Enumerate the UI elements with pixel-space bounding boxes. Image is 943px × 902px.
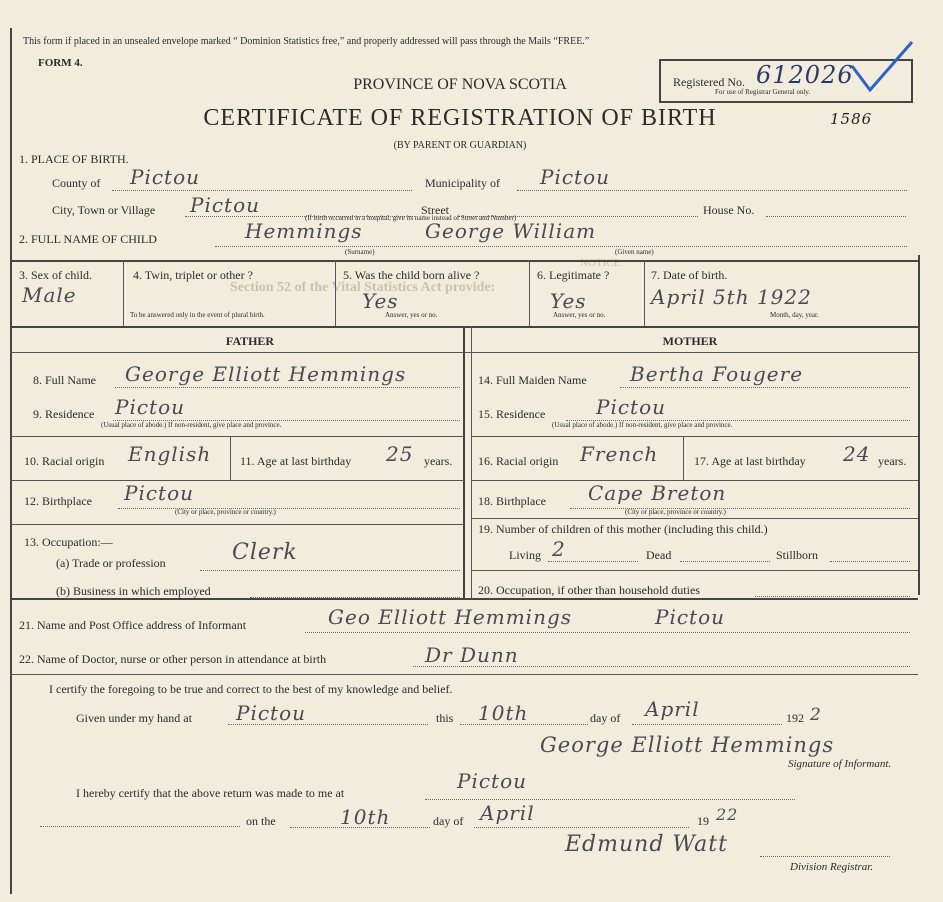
county-value: Pictou bbox=[130, 165, 201, 189]
father-abode-note: (Usual place of abode.) If non-resident, give place and province. bbox=[101, 421, 282, 429]
registrar-signature: Edmund Watt bbox=[565, 832, 728, 857]
registrar-month-line bbox=[474, 827, 689, 828]
trade-line bbox=[200, 570, 460, 571]
mother-years-label: years. bbox=[878, 454, 907, 468]
registrar-day-of-label: day of bbox=[433, 814, 464, 828]
sex-label: 3. Sex of child. bbox=[19, 268, 92, 282]
mother-heading: MOTHER bbox=[662, 334, 718, 348]
form-number: FORM 4. bbox=[38, 57, 83, 69]
mother-racial-value: French bbox=[580, 442, 659, 466]
doctor-name: Dr Dunn bbox=[425, 643, 519, 667]
alive-value: Yes bbox=[362, 289, 399, 313]
child-given-name: George William bbox=[425, 219, 597, 243]
rule-top-row bbox=[10, 260, 918, 262]
hospital-note: (If birth occurred in a hospital, give its name instead of Street and Number) bbox=[305, 214, 517, 222]
mother-racial-label: 16. Racial origin bbox=[478, 454, 559, 468]
mother-name-line bbox=[620, 387, 910, 388]
child-name-line bbox=[215, 246, 907, 247]
occupation-label: 13. Occupation:— bbox=[24, 535, 113, 549]
informant-line bbox=[305, 632, 910, 633]
mother-residence-label: 15. Residence bbox=[478, 407, 546, 421]
given-place: Pictou bbox=[236, 701, 307, 725]
registrar-year: 22 bbox=[716, 805, 739, 824]
mother-occupation-line bbox=[755, 596, 910, 597]
divider bbox=[230, 436, 231, 480]
father-racial-value: English bbox=[128, 442, 212, 466]
legit-label: 6. Legitimate ? bbox=[537, 268, 610, 282]
mother-abode-note: (Usual place of abode.) If non-resident, give place and province. bbox=[552, 421, 733, 429]
registrar-statement: I hereby certify that the above return was made to me at bbox=[76, 786, 345, 800]
certification-statement: I certify the foregoing to be true and correct to the best of my knowledge and belief. bbox=[49, 682, 453, 696]
mother-age-label: 17. Age at last birthday bbox=[694, 454, 806, 468]
divider bbox=[644, 260, 645, 326]
divider bbox=[683, 436, 684, 480]
father-name-label: 8. Full Name bbox=[33, 373, 96, 387]
registered-number: 612026 bbox=[756, 61, 854, 89]
father-birthplace-label: 12. Birthplace bbox=[24, 494, 92, 508]
alive-label: 5. Was the child born alive ? bbox=[343, 268, 480, 282]
father-heading: FATHER bbox=[225, 334, 275, 348]
father-residence-value: Pictou bbox=[115, 395, 186, 419]
child-name-label: 2. FULL NAME OF CHILD bbox=[19, 232, 157, 246]
province-heading: PROVINCE OF NOVA SCOTIA bbox=[353, 76, 567, 93]
given-caption: (Given name) bbox=[615, 248, 654, 256]
county-line bbox=[112, 190, 412, 191]
municipality-line bbox=[517, 190, 907, 191]
father-racial-label: 10. Racial origin bbox=[24, 454, 105, 468]
stillborn-label: Stillborn bbox=[776, 548, 819, 562]
left-border bbox=[10, 28, 12, 894]
bg-notice-title: NOTICE bbox=[580, 257, 621, 269]
father-birthplace-value: Pictou bbox=[124, 481, 195, 505]
rule bbox=[10, 524, 464, 525]
registrar-month: April bbox=[480, 801, 535, 825]
mother-bp-note: (City or place, province or country.) bbox=[625, 508, 726, 516]
month-line bbox=[632, 724, 782, 725]
registered-note: For use of Registrar General only. bbox=[715, 88, 811, 96]
house-label: House No. bbox=[703, 203, 755, 217]
living-line bbox=[548, 561, 638, 562]
city-value: Pictou bbox=[190, 193, 261, 217]
informant-name: Geo Elliott Hemmings bbox=[328, 605, 573, 629]
certification-year: 2 bbox=[810, 705, 822, 725]
mother-occupation-label: 20. Occupation, if other than household duties bbox=[478, 583, 700, 597]
children-label: 19. Number of children of this mother (including this child.) bbox=[478, 522, 768, 536]
divider bbox=[335, 260, 336, 326]
stillborn-line bbox=[830, 561, 910, 562]
certification-day: 10th bbox=[478, 701, 529, 725]
mother-name-label: 14. Full Maiden Name bbox=[478, 373, 587, 387]
registrar-signature-line bbox=[760, 856, 890, 857]
trade-value: Clerk bbox=[232, 540, 298, 565]
twin-note: To be answered only in the event of plural birth. bbox=[130, 311, 265, 319]
rule bbox=[471, 436, 918, 437]
document-title: CERTIFICATE OF REGISTRATION OF BIRTH bbox=[203, 105, 717, 131]
corner-number: 1586 bbox=[830, 110, 873, 128]
registrar-place: Pictou bbox=[457, 769, 528, 793]
rule bbox=[471, 518, 918, 519]
divider bbox=[529, 260, 530, 326]
dead-label: Dead bbox=[646, 548, 672, 562]
registrar-signature-caption: Division Registrar. bbox=[790, 861, 874, 873]
mother-name-value: Bertha Fougere bbox=[630, 362, 804, 386]
legit-note: Answer, yes or no. bbox=[553, 311, 606, 319]
blue-checkmark-icon bbox=[848, 38, 918, 104]
mother-birthplace-label: 18. Birthplace bbox=[478, 494, 546, 508]
twin-label: 4. Twin, triplet or other ? bbox=[133, 268, 253, 282]
father-age-value: 25 bbox=[386, 442, 414, 466]
house-line bbox=[766, 216, 906, 217]
child-surname: Hemmings bbox=[245, 219, 363, 243]
day-of-label: day of bbox=[590, 711, 621, 725]
center-divider bbox=[463, 326, 465, 598]
registrar-place-line bbox=[425, 799, 795, 800]
father-birthplace-line bbox=[118, 508, 460, 509]
rule-before-certification bbox=[10, 674, 918, 675]
father-age-label: 11. Age at last birthday bbox=[240, 454, 352, 468]
trade-label: (a) Trade or profession bbox=[56, 556, 166, 570]
registered-label: Registered No. bbox=[673, 75, 745, 89]
doctor-label: 22. Name of Doctor, nurse or other person in attendance at birth bbox=[19, 652, 327, 666]
father-name-line bbox=[115, 387, 460, 388]
alive-note: Answer, yes or no. bbox=[385, 311, 438, 319]
father-years-label: years. bbox=[424, 454, 453, 468]
place-of-birth-heading: 1. PLACE OF BIRTH. bbox=[19, 152, 129, 166]
father-residence-label: 9. Residence bbox=[33, 407, 95, 421]
informant-signature-caption: Signature of Informant. bbox=[788, 758, 892, 770]
rule bbox=[471, 570, 918, 571]
mother-birthplace-line bbox=[570, 508, 910, 509]
dead-line bbox=[680, 561, 770, 562]
father-bp-note: (City or place, province or country.) bbox=[175, 508, 276, 516]
birth-date-note: Month, day, year. bbox=[770, 311, 819, 319]
on-the-label: on the bbox=[246, 814, 276, 828]
certification-month: April bbox=[645, 697, 700, 721]
informant-address: Pictou bbox=[655, 605, 726, 629]
rule bbox=[10, 480, 464, 481]
document-subtitle: (BY PARENT OR GUARDIAN) bbox=[393, 140, 527, 151]
legit-value: Yes bbox=[550, 289, 587, 313]
birth-date-value: April 5th 1922 bbox=[651, 285, 812, 309]
rule bbox=[10, 436, 464, 437]
surname-caption: (Surname) bbox=[345, 248, 375, 256]
right-border bbox=[918, 255, 920, 595]
informant-signature: George Elliott Hemmings bbox=[540, 733, 835, 757]
county-label: County of bbox=[52, 176, 101, 190]
birth-date-label: 7. Date of birth. bbox=[651, 268, 728, 282]
municipality-value: Pictou bbox=[540, 165, 611, 189]
informant-label: 21. Name and Post Office address of Informant bbox=[19, 618, 247, 632]
living-label: Living bbox=[509, 548, 541, 562]
father-name-value: George Elliott Hemmings bbox=[125, 362, 407, 386]
city-label: City, Town or Village bbox=[52, 203, 156, 217]
mother-residence-value: Pictou bbox=[596, 395, 667, 419]
bg-notice-text: Section 52 of the Vital Statistics Act provide: bbox=[230, 280, 496, 295]
living-value: 2 bbox=[552, 537, 566, 561]
registrar-year-prefix: 19 bbox=[697, 814, 709, 828]
center-divider-inner bbox=[471, 326, 472, 598]
mail-notice: This form if placed in an unsealed envelope marked “ Dominion Statistics free,” and properly addressed will pass through the Mails “FREE.” bbox=[23, 36, 590, 47]
this-label: this bbox=[436, 711, 454, 725]
rule-after-parents bbox=[10, 598, 918, 600]
municipality-label: Municipality of bbox=[425, 176, 500, 190]
registrar-lead-line bbox=[40, 826, 240, 827]
given-label: Given under my hand at bbox=[76, 711, 192, 725]
street-label: Street bbox=[421, 203, 449, 217]
sex-value: Male bbox=[22, 283, 77, 307]
year-prefix: 192 bbox=[786, 711, 804, 725]
mother-birthplace-value: Cape Breton bbox=[588, 481, 727, 505]
registrar-day: 10th bbox=[340, 805, 391, 829]
business-label: (b) Business in which employed bbox=[56, 584, 211, 598]
mother-age-value: 24 bbox=[843, 442, 871, 466]
divider bbox=[123, 260, 124, 326]
